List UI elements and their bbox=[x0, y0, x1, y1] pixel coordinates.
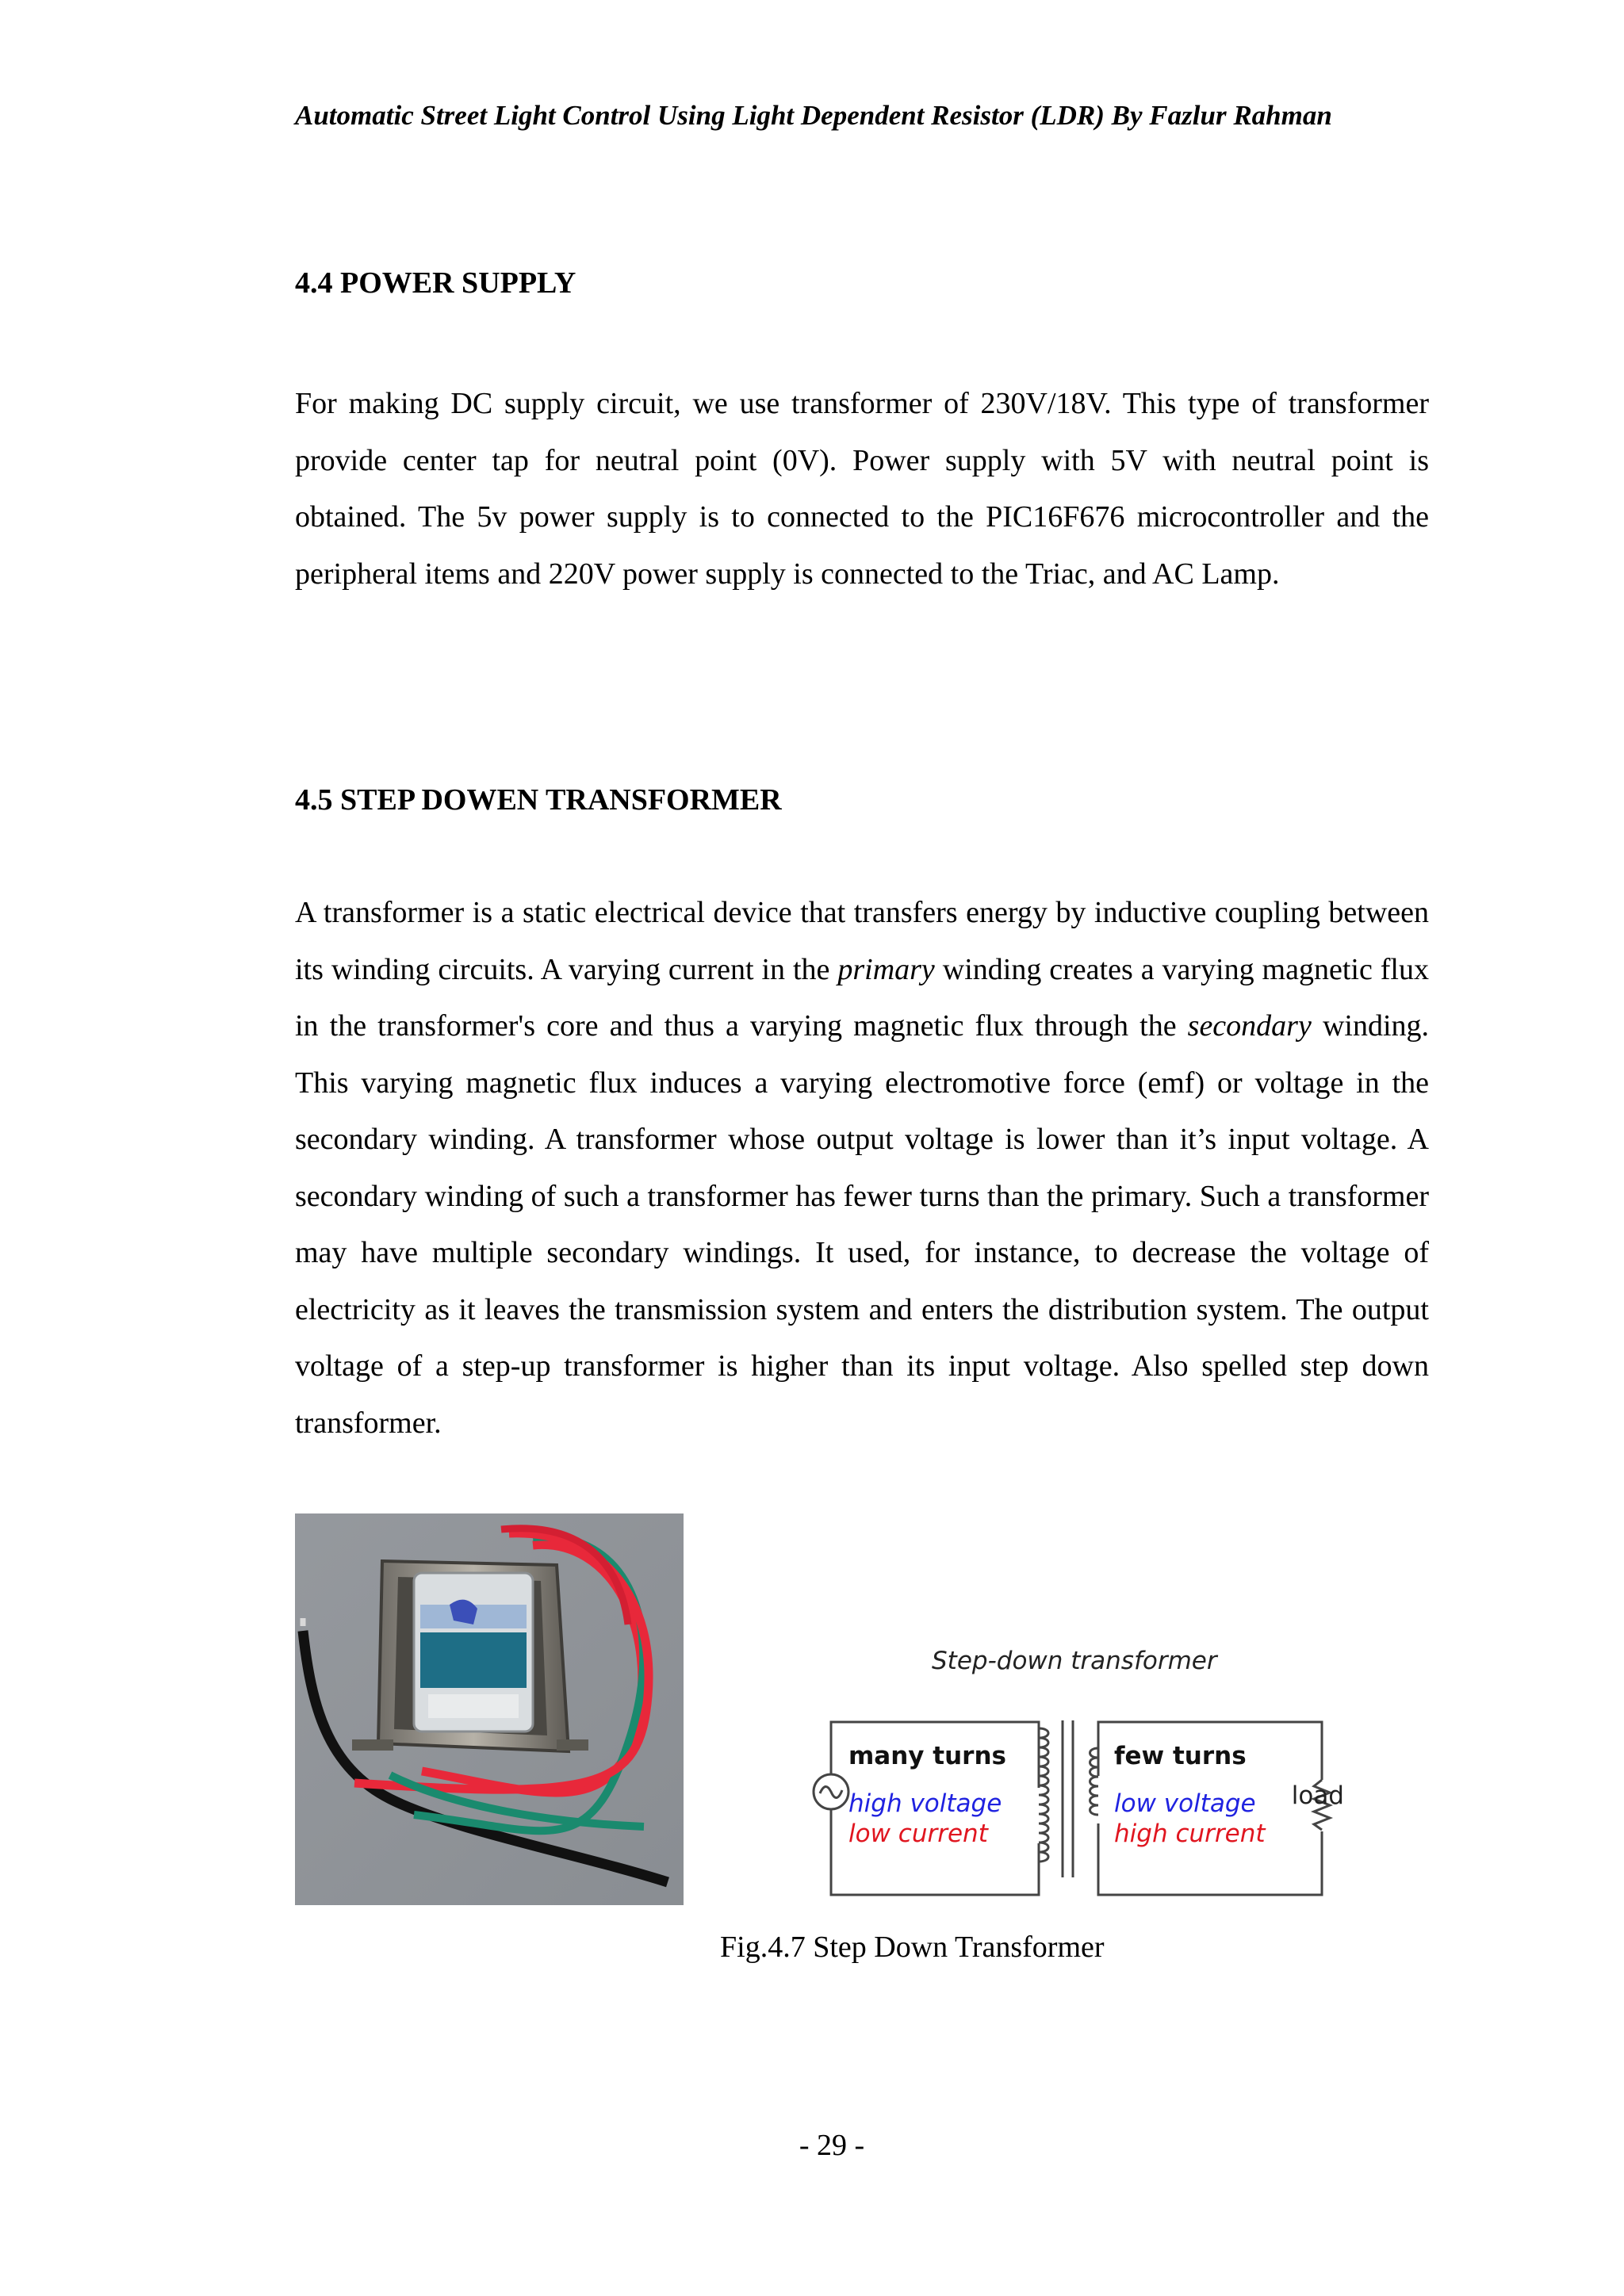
primary-current-label: low current bbox=[848, 1820, 988, 1848]
page-number: - 29 - bbox=[799, 2129, 865, 2162]
section-heading-power-supply: 4.4 POWER SUPPLY bbox=[295, 266, 576, 300]
secondary-current-label: high current bbox=[1114, 1820, 1266, 1848]
paragraph-step-down-transformer bbox=[295, 885, 1429, 1452]
primary-turns-label: many turns bbox=[848, 1742, 1006, 1770]
running-header: Automatic Street Light Control Using Light Dependent Resistor (LDR) By Fazlur Rahman bbox=[295, 100, 1332, 131]
secondary-voltage-label: low voltage bbox=[1114, 1789, 1256, 1818]
emphasis-primary: primary bbox=[837, 952, 935, 986]
section-heading-step-down-transformer: 4.5 STEP DOWEN TRANSFORMER bbox=[295, 783, 782, 817]
paragraph-power-supply: For making DC supply circuit, we use transformer of 230V/18V. This type of transformer provide center tap for neutral point (0V). Power supply with 5V with neutral point is obtained. The 5v power supply is to connected to the PIC16F676 microcontroller and the peripheral items and 220V power supply is connected to the Triac, and AC Lamp. bbox=[295, 387, 1429, 591]
transformer-core bbox=[1063, 1720, 1073, 1877]
emphasis-secondary: secondary bbox=[1187, 1009, 1312, 1043]
figure-caption-text: Fig.4.7 Step Down Transformer bbox=[720, 1931, 1105, 1964]
step-down-transformer-diagram bbox=[785, 1641, 1356, 1911]
load-label: load bbox=[1291, 1781, 1344, 1810]
paragraph-text-part: winding creates a varying magnetic flux in the transformer's core and thus a varying magnetic flux through the bbox=[295, 952, 1429, 1043]
transformer-photo bbox=[295, 1513, 684, 1905]
primary-voltage-label: high voltage bbox=[848, 1789, 1002, 1818]
paragraph-text-part: winding. This varying magnetic flux induces a varying electromotive force (emf) or voltage in the secondary winding. A transformer whose output voltage is lower than it’s input voltage. A secondary winding of such a transformer has fewer turns than the primary. Such a transformer may have multiple secondary windings. It used, for instance, to decrease the voltage of electricity as it leaves the transmission system and enters the distribution system. The output voltage of a step-up transformer is higher than its input voltage. Also spelled step down transformer. bbox=[295, 1009, 1429, 1440]
secondary-turns-label: few turns bbox=[1114, 1742, 1247, 1770]
diagram-title: Step-down transformer bbox=[932, 1647, 1217, 1675]
paragraph-text-part: A transformer is a static electrical device that transfers energy by inductive coupling between its winding circuits. A varying current in the bbox=[295, 896, 1429, 986]
